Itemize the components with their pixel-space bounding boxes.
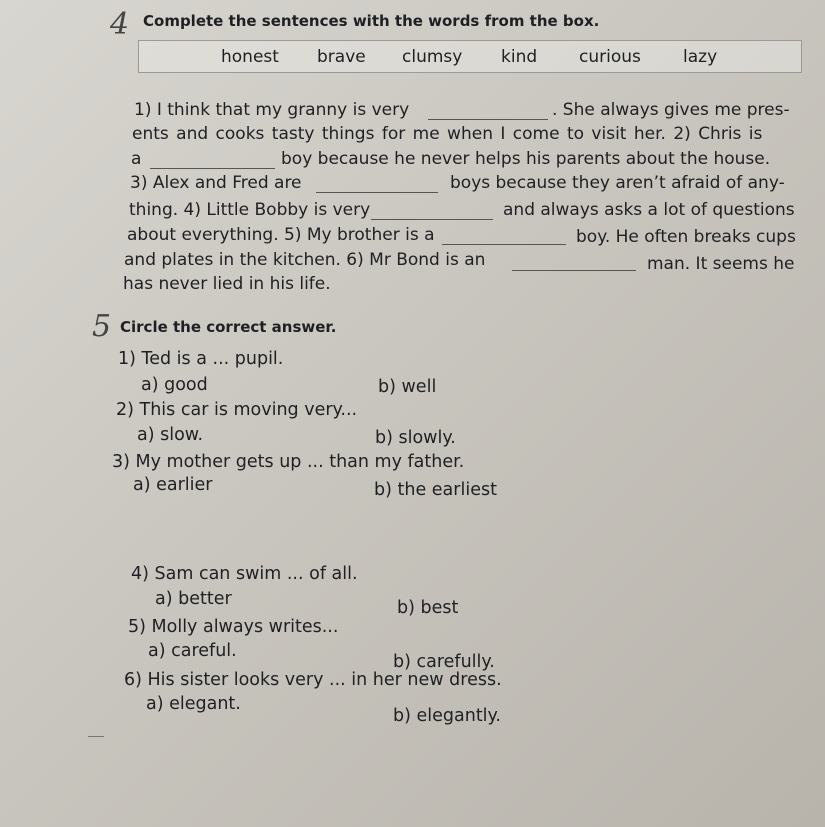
question-6: 6) His sister looks very ... in her new dress. [124, 670, 502, 690]
answer-blank-4[interactable] [371, 219, 493, 220]
task-5-title: Circle the correct answer. [120, 318, 337, 336]
option-5b[interactable]: b) carefully. [393, 652, 495, 672]
word-box [138, 40, 802, 73]
option-2b[interactable]: b) slowly. [375, 428, 456, 448]
question-2: 2) This car is moving very... [116, 400, 358, 420]
option-4b[interactable]: b) best [397, 598, 459, 618]
text-line: and always asks a lot of questions [503, 200, 795, 220]
text-line: thing. 4) Little Bobby is very [129, 200, 371, 220]
text-line: boys because they aren’t afraid of any- [450, 173, 785, 193]
word-kind: kind [501, 47, 538, 67]
option-5a[interactable]: a) careful. [148, 641, 237, 661]
text-line: ents and cooks tasty things for me when I come to visit her. 2) Chris is [132, 124, 763, 144]
answer-blank-1[interactable] [428, 119, 548, 120]
option-6a[interactable]: a) elegant. [146, 694, 241, 714]
word-clumsy: clumsy [402, 47, 463, 67]
text-line: 3) Alex and Fred are [130, 173, 302, 193]
question-5: 5) Molly always writes... [128, 617, 339, 637]
answer-blank-2[interactable] [150, 168, 275, 169]
option-3a[interactable]: a) earlier [133, 475, 213, 495]
option-1a[interactable]: a) good [141, 375, 208, 395]
task-5-number: 5 [92, 309, 112, 344]
text-line: and plates in the kitchen. 6) Mr Bond is an [124, 250, 486, 270]
answer-blank-6[interactable] [512, 270, 636, 271]
text-line: man. It seems he [647, 254, 795, 274]
text-line: boy because he never helps his parents about the house. [281, 149, 771, 169]
answer-blank-5[interactable] [442, 244, 566, 245]
text-line: about everything. 5) My brother is a [127, 225, 435, 245]
task-4-number: 4 [110, 7, 130, 42]
text-line: 1) I think that my granny is very [134, 100, 410, 120]
text-line: a [131, 149, 142, 169]
word-honest: honest [221, 47, 279, 67]
task-4-title: Complete the sentences with the words from the box. [143, 12, 600, 30]
option-2a[interactable]: a) slow. [137, 425, 204, 445]
word-lazy: lazy [683, 47, 718, 67]
text-line: . She always gives me pres- [552, 100, 790, 120]
margin-dash [88, 736, 104, 737]
option-4a[interactable]: a) better [155, 589, 232, 609]
text-line: boy. He often breaks cups [576, 227, 796, 247]
word-curious: curious [579, 47, 641, 67]
question-3: 3) My mother gets up ... than my father. [112, 452, 465, 472]
question-1: 1) Ted is a ... pupil. [118, 349, 284, 369]
option-3b[interactable]: b) the earliest [374, 480, 497, 500]
word-brave: brave [317, 47, 366, 67]
option-1b[interactable]: b) well [378, 377, 437, 397]
option-6b[interactable]: b) elegantly. [393, 706, 501, 726]
answer-blank-3[interactable] [316, 192, 438, 193]
question-4: 4) Sam can swim ... of all. [131, 564, 358, 584]
text-line: has never lied in his life. [123, 274, 331, 294]
